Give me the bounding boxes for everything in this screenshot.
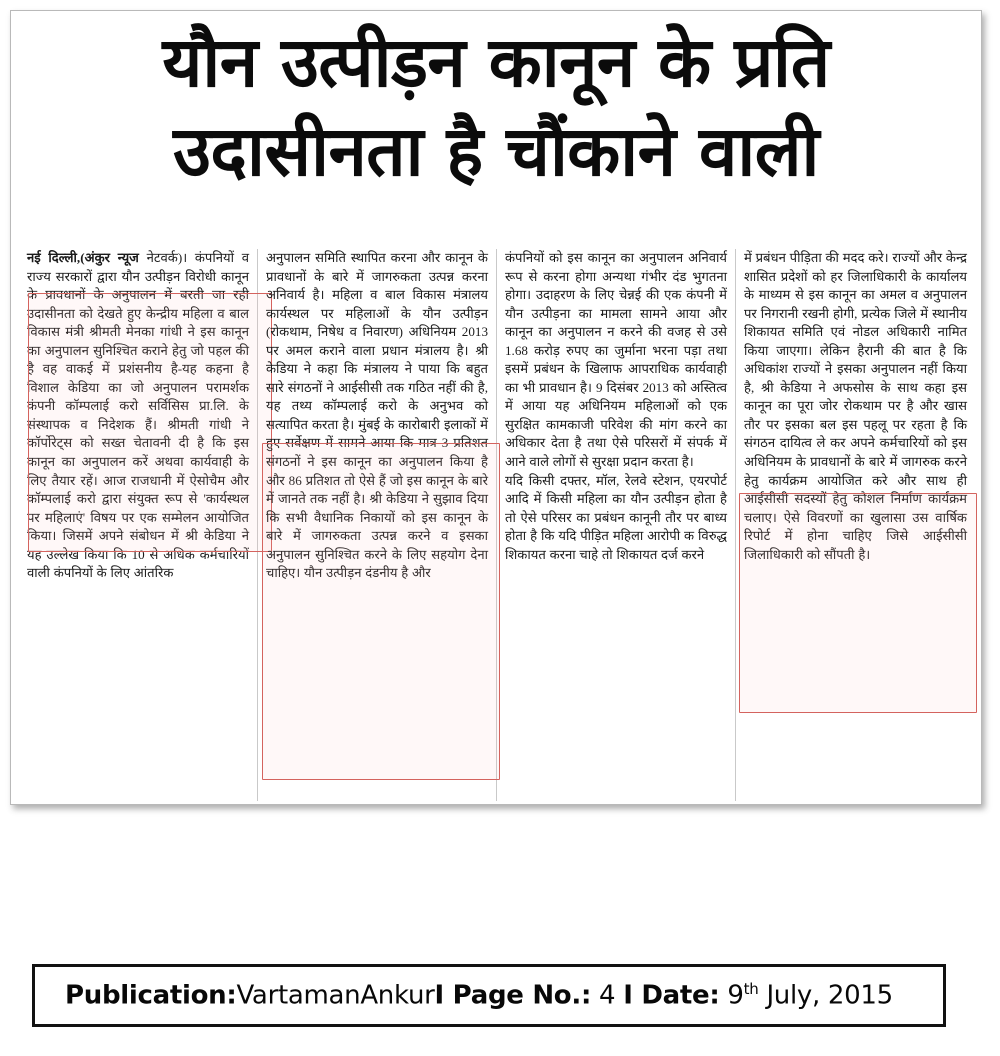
headline-line-2: उदासीनता है चौंकाने वाली — [173, 112, 819, 192]
column-3-body: कंपनियों को इस कानून का अनुपालन अनिवार्य रूप से करना होगा अन्यथा गंभीर दंड भुगतना होगा। उदाहरण के लिए चेन्नई की एक कंपनी में यौन उत्पीड़ना का मामला सामने आया और कानून का अनुपालन न करने की वजह से उसे 1.68 करोड़ रुपए का जुर्माना भरना पड़ा तथा इसमें प्रबंधन के खिलाफ आपराधिक कार्यवाही का भी प्रावधान है। 9 दिसंबर 2013 को अस्तित्व में आया यह अधिनियम महिलाओं को एक सुरक्षित कामकाजी परिवेश की मांग करने का अधिकार देता है तथा ऐसे परिसरों में संपर्क में आने वाले लोगों से सुरक्षा प्रदान करता है। — [505, 250, 727, 470]
headline-line-1: यौन उत्पीड़न कानून के प्रति — [162, 23, 830, 103]
column-4-text — [744, 249, 967, 564]
publication-value: VartamanAnkur — [236, 980, 435, 1011]
article-column-2 — [258, 249, 497, 801]
article-column-4 — [736, 249, 975, 801]
column-3-text — [505, 249, 727, 564]
date-label: I Date: — [623, 980, 720, 1011]
article-columns — [19, 249, 975, 801]
date-value: 9 — [727, 980, 744, 1011]
column-4-body: में प्रबंधन पीड़िता की मदद करे। राज्यों और केन्द्र शासित प्रदेशों को हर जिलाधिकारी के कार्यालय के माध्यम से इस कानून का अमल व अनुपालन पर निगरानी रखनी होगी, प्रत्येक जिले में स्थानीय शिकायत समिति एवं नोडल अधिकारी नामित किया जाएगा। लेकिन हैरानी की बात है कि अधिकांश राज्यों ने इसका अनुपालन नहीं किया है, श्री केडिया ने अफसोस के साथ कहा इस कानून का पूरा जोर रोकथाम पर है और खास तौर पर इसका बल इस पहलू पर रहता है कि संगठन दायित्व ले कर अपने कर्मचारियों को इस अधिनियम के प्रावधानों के बारे में जागरुक करने हेतु कार्यक्रम आयोजित करे और साथ ही आईसीसी सदस्यों हेतु कौशल निर्माण कार्यक्रम चलाए। ऐसे विवरणों का खुलासा उस वार्षिक रिपोर्ट में होना चाहिए जिसे आईसीसी जिलाधिकारी को सौंपती है। — [744, 250, 967, 562]
headline — [11, 11, 981, 192]
publication-label: Publication: — [65, 980, 237, 1011]
column-3-body-2: यदि किसी दफ्तर, मॉल, रेलवे स्टेशन, एयरपोर्ट आदि में किसी महिला का यौन उत्पीड़न होता है तो ऐसे परिसर का प्रबंधन कानूनी तौर पर बाध्य होता है कि यदि पीड़ित महिला आरोपी क विरुद्ध शिकायत करना चाहे तो शिकायत दर्ज करने — [505, 472, 727, 562]
date-rest: July, 2015 — [766, 980, 893, 1011]
newspaper-clipping — [10, 10, 982, 805]
dateline: नई दिल्ली,(अंकुर न्यूज — [27, 250, 139, 265]
column-2-text — [266, 249, 488, 583]
column-1-body: नेटवर्क)। कंपनियों व राज्य सरकारों द्वारा यौन उत्पीड़न विरोधी कानून के प्रावधानों के अनुपालन में बरती जा रही उदासीनता को देखते हुए केन्द्रीय महिला व बाल विकास मंत्री श्रीमती मेनका गांधी ने इस कानून का अनुपालन सुनिश्चित कराने हेतु जो पहल की है वह वाकई में प्रशंसनीय है-यह कहना है विशाल केडिया का जो अनुपालन परामर्शक कंपनी कॉम्पलाई करो सर्विसिस प्रा.लि. के संस्थापक व निदेशक हैं। श्रीमती गांधी ने कॉर्पोरेट्स को सख्त चेतावनी दी है कि इस कानून का अनुपालन करें अथवा कार्यवाही के लिए तैयार रहें। आज राजधानी में ऐसोचैम और कॉम्पलाई करो द्वारा संयुक्त रूप से 'कार्यस्थल पर महिलाएं' विषय पर एक सम्मेलन आयोजित किया। जिसमें अपने संबोधन में श्री केडिया ने यह उल्लेख किया कि 10 से अधिक कर्मचारियों वाली कंपनियों के लिए आंतरिक — [27, 250, 250, 581]
date-ordinal-suffix: th — [743, 980, 759, 999]
column-1-text — [27, 249, 249, 583]
article-column-3 — [497, 249, 736, 801]
publication-caption-box — [32, 964, 946, 1027]
column-2-body: अनुपालन समिति स्थापित करना और कानून के प्रावधानों के बारे में जागरुकता उत्पन्न करना अनिवार्य है। महिला व बाल विकास मंत्रालय कार्यस्थल पर महिलाओं के यौन उत्पीड़न (रोकथाम, निषेध व निवारण) अधिनियम 2013 पर अमल कराने वाला प्रधान मंत्रालय है। श्री केडिया ने कहा कि मंत्रालय ने पाया कि बहुत सारे संगठनों ने आईसीसी तक गठित नहीं की है, यह तथ्य कॉम्पलाई करो के अनुभव को सत्यापित करता है। मुंबई के कारोबारी इलाकों में हुए सर्वेक्षण में सामने आया कि मात्र 3 प्रतिशत संगठनों ने इस कानून का अनुपालन किया है और 86 प्रतिशत तो ऐसे हैं जो इस कानून के बारे में जानते तक नहीं है। श्री केडिया ने सुझाव दिया कि सभी वैधानिक निकायों को इस कानून के बारे में जागरुकता उत्पन्न करने व इसका अनुपालन सुनिश्चित करने के लिए सहयोग देना चाहिए। यौन उत्पीड़न दंडनीय है और — [266, 250, 488, 581]
page-label: I Page No.: — [434, 980, 592, 1011]
page-value: 4 — [599, 980, 616, 1011]
publication-caption-text — [65, 980, 893, 1011]
article-column-1 — [19, 249, 258, 801]
